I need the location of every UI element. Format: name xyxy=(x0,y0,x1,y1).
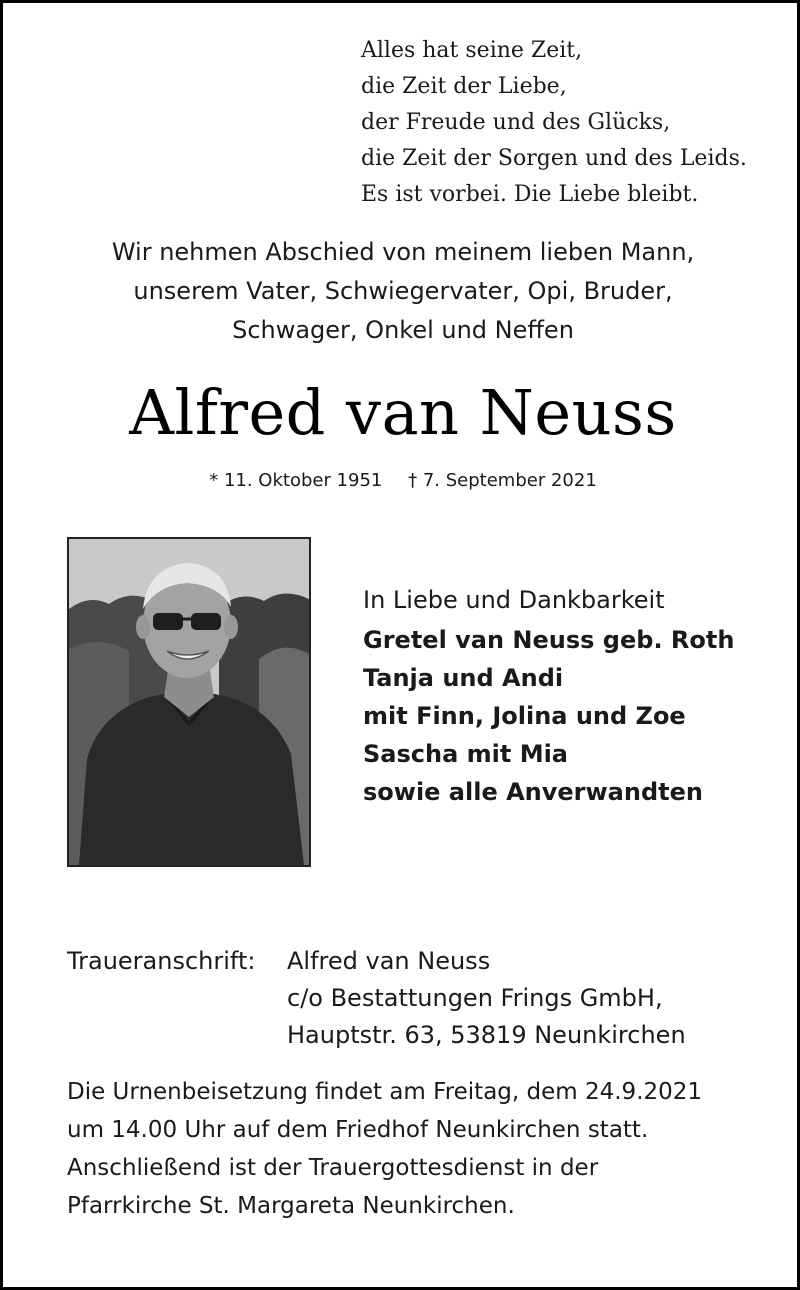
notice-line: Die Urnenbeisetzung findet am Freitag, dem 24.9.2021 xyxy=(67,1079,703,1105)
mourner-name: Sascha mit Mia xyxy=(363,740,568,768)
mourner-name: Tanja und Andi xyxy=(363,664,564,692)
intro-line: Schwager, Onkel und Neffen xyxy=(232,316,574,344)
notice-line: Anschließend ist der Trauergottesdienst in der xyxy=(67,1155,599,1181)
poem xyxy=(361,33,747,213)
poem-line: Es ist vorbei. Die Liebe bleibt. xyxy=(361,182,699,207)
address-line: Hauptstr. 63, 53819 Neunkirchen xyxy=(287,1021,686,1049)
mourner-name: Gretel van Neuss geb. Roth xyxy=(363,626,735,654)
address-line: Alfred van Neuss xyxy=(287,947,491,975)
death-date: † 7. September 2021 xyxy=(408,470,597,491)
mourner-name: mit Finn, Jolina und Zoe xyxy=(363,702,686,730)
address-line: c/o Bestattungen Frings GmbH, xyxy=(287,984,663,1012)
portrait-photo xyxy=(67,537,311,867)
notice-line: um 14.00 Uhr auf dem Friedhof Neunkirchen statt. xyxy=(67,1117,649,1143)
poem-line: Alles hat seine Zeit, xyxy=(361,38,583,63)
intro-line: unserem Vater, Schwiegervater, Opi, Bruder, xyxy=(133,277,673,305)
burial-notice xyxy=(67,1073,777,1225)
poem-line: der Freude und des Glücks, xyxy=(361,110,671,135)
life-dates xyxy=(3,468,800,494)
poem-line: die Zeit der Liebe, xyxy=(361,74,567,99)
portrait-image xyxy=(69,539,309,865)
notice-line: Pfarrkirche St. Margareta Neunkirchen. xyxy=(67,1193,515,1219)
birth-date: * 11. Oktober 1951 xyxy=(209,470,383,491)
deceased-name: Alfred van Neuss xyxy=(129,376,677,449)
intro-line: Wir nehmen Abschied von meinem lieben Mann, xyxy=(111,238,695,266)
mourners xyxy=(363,581,734,811)
farewell-intro xyxy=(3,233,800,350)
poem-line: die Zeit der Sorgen und des Leids. xyxy=(361,146,747,171)
mourner-name: sowie alle Anverwandten xyxy=(363,778,703,806)
address-lines xyxy=(287,943,686,1054)
mourners-names xyxy=(363,621,734,811)
address-label: Traueranschrift: xyxy=(67,947,256,975)
mourners-lead: In Liebe und Dankbarkeit xyxy=(363,586,665,614)
